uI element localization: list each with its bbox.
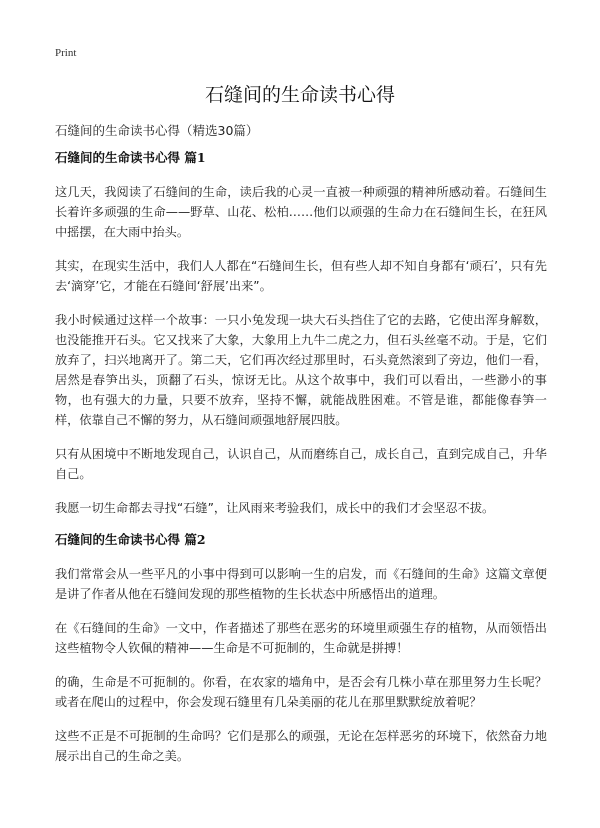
print-link[interactable]: Print: [55, 47, 77, 59]
paragraph: 我们常常会从一些平凡的小事中得到可以影响一生的启发，而《石缝间的生命》这篇文章便是讲了作者从他在石缝间发现的那些植物的生长状态中所感悟出的道理。: [55, 567, 547, 601]
section-heading: 石缝间的生命读书心得 篇1: [55, 150, 206, 165]
paragraph: 这些不正是不可扼制的生命吗？它们是那么的顽强，无论在怎样恶劣的环境下，依然奋力地展示出自己的生命之美。: [55, 729, 547, 763]
article-body: [55, 150, 547, 780]
article-section-2: [55, 532, 547, 766]
paragraph: 我愿一切生命都去寻找“石缝”，让风雨来考验我们，成长中的我们才会坚忍不拔。: [55, 501, 495, 515]
paragraph: 我小时候通过这样一个故事：一只小兔发现一块大石头挡住了它的去路，它使出浑身解数，也没能推开石头。它又找来了大象，大象用上九牛二虎之力，但石头丝毫不动。于是，它们放弃了，扫兴地离开了。第二天，它们再次经过那里时，石头竟然滚到了旁边，他们一看，居然是春笋出头，顶翻了石头，惊讶无比。从这个故事中，我们可以看出，一些渺小的事物，也有强大的力量，只要不放弃，坚持不懈，就能战胜困难。不管是谁，都能像春笋一样，依靠自己不懈的努力，从石缝间顽强地舒展四肢。: [55, 313, 547, 427]
paragraph: 的确，生命是不可扼制的。你看，在农家的墙角中，是否会有几株小草在那里努力生长呢？或者在爬山的过程中，你会发现石缝里有几朵美丽的花儿在那里默默绽放着呢？: [55, 675, 547, 709]
paragraph: 其实，在现实生活中，我们人人都在“石缝间生长，但有些人却不知自身都有‘顽石’，只有先去‘滴穿’它，才能在石缝间‘舒展’出来”。: [55, 259, 547, 293]
paragraph: 这几天，我阅读了石缝间的生命，读后我的心灵一直被一种顽强的精神所感动着。石缝间生长着许多顽强的生命——野草、山花、松柏……他们以顽强的生命力在石缝间生长，在狂风中摇摆，在大雨中抬头。: [55, 185, 547, 239]
article-section-1: [55, 150, 547, 518]
paragraph: 在《石缝间的生命》一文中，作者描述了那些在恶劣的环境里顽强生存的植物，从而领悟出这些植物令人钦佩的精神——生命是不可扼制的，生命就是拼搏！: [55, 621, 547, 655]
paragraph: 只有从困境中不断地发现自己，认识自己，从而磨练自己，成长自己，直到完成自己，升华自己。: [55, 447, 547, 481]
page-subtitle: 石缝间的生命读书心得（精选30篇）: [55, 123, 259, 138]
page-title: 石缝间的生命读书心得: [204, 84, 395, 106]
section-heading: 石缝间的生命读书心得 篇2: [55, 532, 206, 547]
